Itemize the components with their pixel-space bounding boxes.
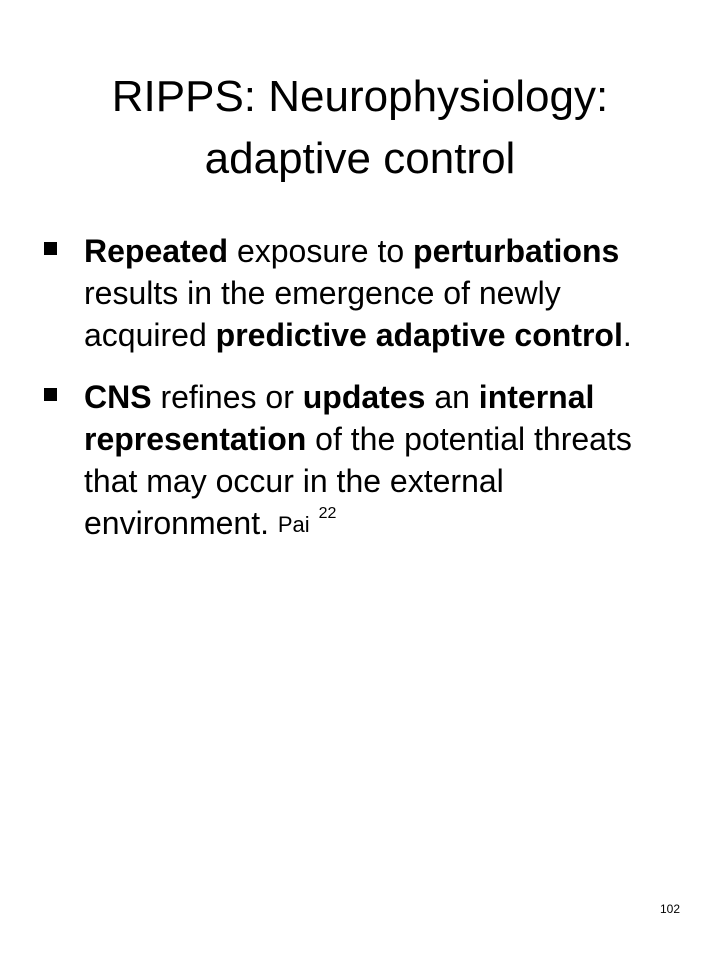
citation-author: Pai (277, 512, 310, 537)
bullet-list (44, 230, 684, 568)
title-line-2: adaptive control (204, 134, 516, 183)
citation-number: 22 (318, 505, 337, 523)
title-line-1: RIPPS: Neurophysiology: (111, 72, 609, 121)
bold-term-predictive-adaptive-control: predictive adaptive control (215, 317, 623, 353)
bold-term-internal-representation: internal representation (84, 379, 595, 457)
bullet1-text-3: . (622, 317, 632, 353)
bold-term-perturbations: perturbations (413, 233, 620, 269)
bullet2-text-2: an (425, 379, 479, 415)
page-number: 102 (659, 902, 680, 916)
bullet-item-repeated-exposure (44, 230, 684, 356)
bold-term-repeated: Repeated (84, 233, 229, 269)
bullet2-text-1: refines or (151, 379, 303, 415)
square-bullet-icon (44, 242, 57, 255)
square-bullet-icon (44, 388, 57, 401)
bullet1-text-1: exposure to (228, 233, 414, 269)
bullet-item-cns-refines (44, 376, 684, 548)
bold-term-updates: updates (302, 379, 426, 415)
bullet1-text-2: results in the emergence of newly acquired (84, 275, 561, 353)
slide-title (40, 66, 680, 190)
bullet2-text-3: of the potential threats that may occur in the external environment. (84, 421, 632, 541)
bold-term-cns: CNS (84, 379, 152, 415)
